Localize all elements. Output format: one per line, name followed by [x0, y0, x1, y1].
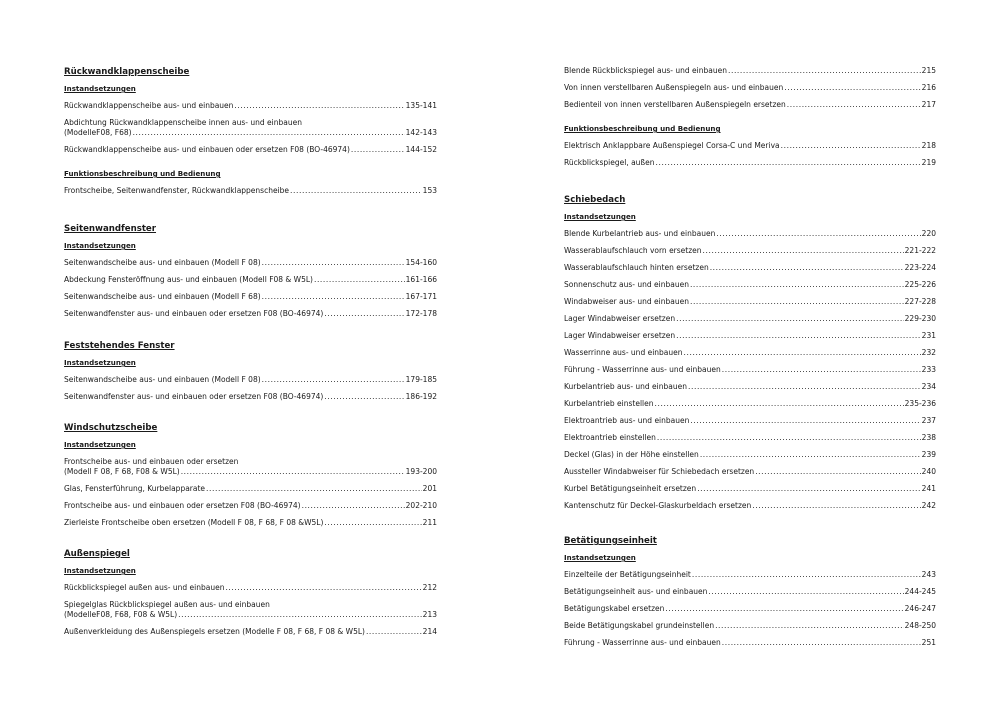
page-number: 144-152: [405, 145, 437, 154]
page-number: 244-245: [904, 587, 936, 596]
section-title: Seitenwandfenster: [64, 224, 157, 234]
page-number: 216: [921, 83, 936, 92]
subsection-title: Instandsetzungen: [64, 440, 136, 449]
toc-entry[interactable]: Seitenwandfenster aus- und einbauen oder ersetzen F08 (BO-46974) ..... 186-192: [64, 392, 437, 402]
page-number: 221-222: [904, 246, 936, 255]
page-number: 237: [921, 416, 936, 425]
toc-entry[interactable]: Elektroantrieb aus- und einbauen ..... 237: [564, 416, 936, 426]
section-title: Rückwandklappenscheibe: [64, 67, 190, 77]
toc-entry[interactable]: Elektroantrieb einstellen ..... 238: [564, 433, 936, 443]
page-number: 212: [422, 583, 437, 592]
toc-entry[interactable]: Seitenwandscheibe aus- und einbauen (Modell F 08) ..... 179-185: [64, 375, 437, 385]
section-title: Außenspiegel: [64, 549, 130, 559]
page-number: 193-200: [405, 467, 437, 476]
page-number: 241: [921, 484, 936, 493]
section-feststehendes-fenster: [64, 341, 437, 402]
page-number: 179-185: [405, 375, 437, 384]
page-number: 153: [422, 186, 437, 195]
toc-entry[interactable]: Aussteller Windabweiser für Schiebedach ersetzen ..... 240: [564, 467, 936, 477]
page-number: 217: [921, 100, 936, 109]
page-number: 220: [921, 229, 936, 238]
page-number: 186-192: [405, 392, 437, 401]
toc-entry[interactable]: Spiegelglas Rückblickspiegel außen aus- und einbauen (ModelleF08, F68, F08 & W5L) ..... 213: [64, 600, 437, 620]
toc-entry[interactable]: Beide Betätigungskabel grundeinstellen ..... 248-250: [564, 621, 936, 631]
toc-entry[interactable]: Rückblickspiegel, außen ..... 219: [564, 158, 936, 168]
page-number: 232: [921, 348, 936, 357]
page-number: 219: [921, 158, 936, 167]
toc-entry[interactable]: Abdichtung Rückwandklappenscheibe innen aus- und einbauen (ModelleF08, F68) ..... 142-143: [64, 118, 437, 138]
page-number: 215: [921, 66, 936, 75]
toc-entry[interactable]: Betätigungskabel ersetzen ..... 246-247: [564, 604, 936, 614]
section-title: Betätigungseinheit: [564, 536, 657, 546]
page-number: 223-224: [904, 263, 936, 272]
toc-entry[interactable]: Rückwandklappenscheibe aus- und einbauen ..... 135-141: [64, 101, 437, 111]
section-aussenspiegel-continued: [564, 59, 936, 168]
toc-entry[interactable]: Betätigungseinheit aus- und einbauen ..... 244-245: [564, 587, 936, 597]
page-number: 248-250: [904, 621, 936, 630]
page-number: 239: [921, 450, 936, 459]
toc-entry[interactable]: Bedienteil von innen verstellbaren Außenspiegeln ersetzen ..... 217: [564, 100, 936, 110]
subsection-title: Instandsetzungen: [64, 241, 136, 250]
page-number: 231: [921, 331, 936, 340]
toc-entry[interactable]: Einzelteile der Betätigungseinheit ..... 243: [564, 570, 936, 580]
subsection-title: Funktionsbeschreibung und Bedienung: [564, 124, 721, 133]
toc-entry[interactable]: Seitenwandfenster aus- und einbauen oder ersetzen F08 (BO-46974) ..... 172-178: [64, 309, 437, 319]
toc-entry[interactable]: Kantenschutz für Deckel-Glaskurbeldach ersetzen ..... 242: [564, 501, 936, 511]
toc-entry[interactable]: Führung - Wasserrinne aus- und einbauen ..... 251: [564, 638, 936, 648]
toc-entry[interactable]: Frontscheibe aus- und einbauen oder ersetzen (Modell F 08, F 68, F08 & W5L) ..... 193-200: [64, 457, 437, 477]
page-number: 154-160: [405, 258, 437, 267]
page-number: 233: [921, 365, 936, 374]
toc-entry[interactable]: Blende Kurbelantrieb aus- und einbauen ..... 220: [564, 229, 936, 239]
section-title: Feststehendes Fenster: [64, 341, 175, 351]
page-number: 202-210: [405, 501, 437, 510]
toc-entry[interactable]: Rückwandklappenscheibe aus- und einbauen oder ersetzen F08 (BO-46974) ..... 144-152: [64, 145, 437, 155]
page-number: 234: [921, 382, 936, 391]
subsection-title: Funktionsbeschreibung und Bedienung: [64, 169, 221, 178]
toc-entry[interactable]: Blende Rückblickspiegel aus- und einbauen ..... 215: [564, 66, 936, 76]
toc-entry[interactable]: Frontscheibe aus- und einbauen oder ersetzen F08 (BO-46974) ..... 202-210: [64, 501, 437, 511]
page-number: 251: [921, 638, 936, 647]
toc-entry[interactable]: Sonnenschutz aus- und einbauen ..... 225-226: [564, 280, 936, 290]
page-number: 172-178: [405, 309, 437, 318]
section-aussenspiegel: [64, 549, 437, 637]
page-number: 229-230: [904, 314, 936, 323]
page-number: 238: [921, 433, 936, 442]
section-schiebedach: [564, 195, 936, 511]
page-number: 218: [921, 141, 936, 150]
toc-entry[interactable]: Außenverkleidung des Außenspiegels ersetzen (Modelle F 08, F 68, F 08 & W5L) ..... 214: [64, 627, 437, 637]
toc-entry[interactable]: Seitenwandscheibe aus- und einbauen (Modell F 68) ..... 167-171: [64, 292, 437, 302]
toc-entry[interactable]: Zierleiste Frontscheibe oben ersetzen (Modell F 08, F 68, F 08 &W5L) ..... 211: [64, 518, 437, 528]
toc-entry[interactable]: Rückblickspiegel außen aus- und einbauen ..... 212: [64, 583, 437, 593]
toc-entry[interactable]: Windabweiser aus- und einbauen ..... 227-228: [564, 297, 936, 307]
page-number: 225-226: [904, 280, 936, 289]
subsection-title: Instandsetzungen: [564, 553, 636, 562]
page-number: 242: [921, 501, 936, 510]
page-number: 240: [921, 467, 936, 476]
toc-entry[interactable]: Frontscheibe, Seitenwandfenster, Rückwandklappenscheibe ..... 153: [64, 186, 437, 196]
page-number: 161-166: [405, 275, 437, 284]
page-number: 227-228: [904, 297, 936, 306]
section-title: Windschutzscheibe: [64, 423, 158, 433]
toc-entry[interactable]: Wasserablaufschlauch hinten ersetzen ..... 223-224: [564, 263, 936, 273]
section-seitenwandfenster: [64, 224, 437, 319]
toc-entry[interactable]: Elektrisch Anklappbare Außenspiegel Corsa-C und Meriva ..... 218: [564, 141, 936, 151]
toc-entry[interactable]: Von innen verstellbaren Außenspiegeln aus- und einbauen ..... 216: [564, 83, 936, 93]
page-number: 211: [422, 518, 437, 527]
section-windschutzscheibe: [64, 423, 437, 528]
toc-entry[interactable]: Kurbelantrieb einstellen ..... 235-236: [564, 399, 936, 409]
page-number: 246-247: [904, 604, 936, 613]
toc-entry[interactable]: Kurbelantrieb aus- und einbauen ..... 234: [564, 382, 936, 392]
page-number: 142-143: [405, 128, 437, 137]
toc-entry[interactable]: Glas, Fensterführung, Kurbelapparate ..... 201: [64, 484, 437, 494]
page-number: 243: [921, 570, 936, 579]
toc-entry[interactable]: Wasserablaufschlauch vorn ersetzen ..... 221-222: [564, 246, 936, 256]
section-betaetigungseinheit: [564, 536, 936, 648]
page-number: 214: [422, 627, 437, 636]
toc-entry[interactable]: Lager Windabweiser ersetzen ..... 231: [564, 331, 936, 341]
toc-entry[interactable]: Lager Windabweiser ersetzen ..... 229-230: [564, 314, 936, 324]
page-number: 135-141: [405, 101, 437, 110]
toc-entry[interactable]: Kurbel Betätigungseinheit ersetzen ..... 241: [564, 484, 936, 494]
toc-entry[interactable]: Abdeckung Fensteröffnung aus- und einbauen (Modell F08 & W5L) ..... 161-166: [64, 275, 437, 285]
subsection-title: Instandsetzungen: [64, 566, 136, 575]
toc-entry[interactable]: Seitenwandscheibe aus- und einbauen (Modell F 08) ..... 154-160: [64, 258, 437, 268]
toc-entry[interactable]: Führung - Wasserrinne aus- und einbauen ..... 233: [564, 365, 936, 375]
toc-entry[interactable]: Wasserrinne aus- und einbauen ..... 232: [564, 348, 936, 358]
section-rueckwandklappenscheibe: [64, 67, 437, 196]
toc-entry[interactable]: Deckel (Glas) in der Höhe einstellen ..... 239: [564, 450, 936, 460]
page-number: 167-171: [405, 292, 437, 301]
page-number: 213: [422, 610, 437, 619]
page-number: 235-236: [904, 399, 936, 408]
section-title: Schiebedach: [564, 195, 626, 205]
subsection-title: Instandsetzungen: [564, 212, 636, 221]
subsection-title: Instandsetzungen: [64, 358, 136, 367]
subsection-title: Instandsetzungen: [64, 84, 136, 93]
page-number: 201: [422, 484, 437, 493]
